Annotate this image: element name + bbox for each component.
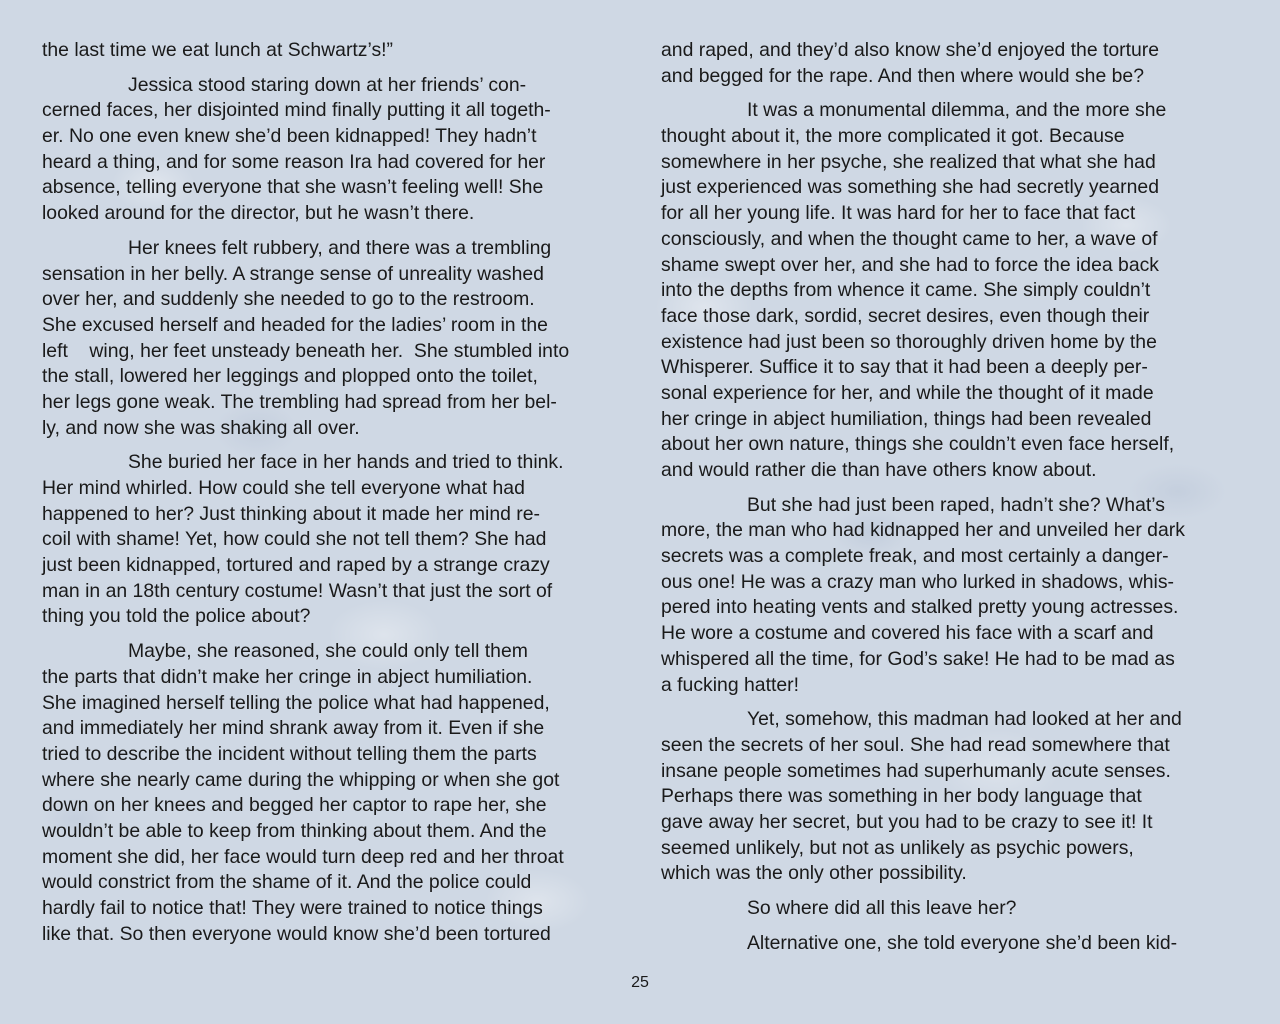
text-line: seemed unlikely, but not as unlikely as psychic powers, <box>661 836 1134 859</box>
text-line: tried to describe the incident without telling them the parts <box>42 742 537 765</box>
text-line: secrets was a complete freak, and most certainly a danger- <box>661 545 1169 568</box>
paragraph <box>661 493 1237 699</box>
text-line: shame swept over her, and she had to force the idea back <box>661 253 1160 276</box>
text-line: into the depths from whence it came. She simply couldn’t <box>661 279 1151 302</box>
paragraph <box>42 38 618 64</box>
paragraph <box>661 896 1237 922</box>
text-line: gave away her secret, but you had to be crazy to see it! It <box>661 810 1153 833</box>
text-line: would constrict from the shame of it. And the police could <box>42 871 532 894</box>
text-line: She excused herself and headed for the ladies’ room in the <box>42 313 548 336</box>
text-line: for all her young life. It was hard for her to face that fact <box>661 202 1136 225</box>
text-line: sonal experience for her, and while the thought of it made <box>661 381 1154 404</box>
text-line: a fucking hatter! <box>661 673 799 696</box>
text-line: and begged for the rape. And then where would she be? <box>661 64 1144 87</box>
page-number: 25 <box>631 974 649 991</box>
text-line: just experienced was something she had secretly yearned <box>661 176 1159 199</box>
text-line: and raped, and they’d also know she’d enjoyed the torture <box>661 39 1160 61</box>
text-line: He wore a costume and covered his face with a scarf and <box>661 622 1154 645</box>
text-line: Whisperer. Suffice it to say that it had been a deeply per- <box>661 356 1148 379</box>
text-line: her legs gone weak. The trembling had spread from her bel- <box>42 390 557 413</box>
text-line: Her mind whirled. How could she tell everyone what had <box>42 477 525 499</box>
text-line: over her, and suddenly she needed to go to the restroom. <box>42 288 535 311</box>
paragraph <box>42 236 618 442</box>
text-line: seen the secrets of her soul. She had read somewhere that <box>661 733 1170 756</box>
text-line: thing you told the police about? <box>42 605 311 628</box>
text-line: the parts that didn’t make her cringe in abject humiliation. <box>42 665 533 688</box>
paragraph <box>661 98 1237 483</box>
right-text-column <box>661 38 1237 956</box>
text-line: face those dark, sordid, secret desires, even though their <box>661 304 1150 327</box>
text-line: somewhere in her psyche, she realized that what she had <box>661 150 1156 173</box>
text-line: man in an 18th century costume! Wasn’t that just the sort of <box>42 579 553 602</box>
text-line: left wing, her feet unsteady beneath her. She stumbled into <box>42 339 570 362</box>
text-line: which was the only other possibility. <box>661 862 967 885</box>
paragraph <box>42 73 618 227</box>
text-line: and immediately her mind shrank away from it. Even if she <box>42 717 545 740</box>
text-line: more, the man who had kidnapped her and unveiled her dark <box>661 519 1185 542</box>
text-line: cerned faces, her disjointed mind finally putting it all togeth- <box>42 99 551 122</box>
text-line: and would rather die than have others know about. <box>661 459 1097 481</box>
paragraph <box>661 707 1237 887</box>
paragraph <box>661 38 1237 89</box>
text-line: happened to her? Just thinking about it made her mind re- <box>42 502 541 525</box>
text-line: Perhaps there was something in her body language that <box>661 785 1142 808</box>
text-line: just been kidnapped, tortured and raped by a strange crazy <box>42 554 550 577</box>
paragraph <box>42 450 618 630</box>
text-line: heard a thing, and for some reason Ira had covered for her <box>42 150 546 173</box>
text-line: Jessica stood staring down at her friends’ con- <box>128 73 527 96</box>
paragraph <box>661 931 1237 957</box>
text-line: moment she did, her face would turn deep red and her throat <box>42 845 564 868</box>
text-line: where she nearly came during the whipping or when she got <box>42 768 560 791</box>
text-line: the stall, lowered her leggings and plopped onto the toilet, <box>42 365 538 388</box>
text-line: the last time we eat lunch at Schwartz’s!” <box>42 39 393 61</box>
text-line: down on her knees and begged her captor to rape her, she <box>42 794 547 817</box>
text-line: er. No one even knew she’d been kidnapped! They hadn’t <box>42 125 537 148</box>
text-line: hardly fail to notice that! They were trained to notice things <box>42 897 543 919</box>
text-line: ous one! He was a crazy man who lurked in shadows, whis- <box>661 570 1175 593</box>
text-line: existence had just been so thoroughly driven home by the <box>661 330 1157 353</box>
text-line: about her own nature, things she couldn’t even face herself, <box>661 433 1175 456</box>
text-line: Her knees felt rubbery, and there was a trembling <box>128 236 552 259</box>
text-line: her cringe in abject humiliation, things had been revealed <box>661 407 1152 430</box>
text-line: ly, and now she was shaking all over. <box>42 416 360 439</box>
text-line: But she had just been raped, hadn’t she? What’s <box>747 493 1165 516</box>
text-line: She buried her face in her hands and tried to think. <box>128 451 564 474</box>
paragraph <box>42 639 618 947</box>
text-line: looked around for the director, but he wasn’t there. <box>42 202 475 225</box>
text-line: wouldn’t be able to keep from thinking about them. And the <box>42 819 547 842</box>
text-line: consciously, and when the thought came to her, a wave of <box>661 227 1158 250</box>
text-line: sensation in her belly. A strange sense of unreality washed <box>42 262 544 285</box>
text-line: whispered all the time, for God’s sake! He had to be mad as <box>661 647 1175 670</box>
left-text-column <box>42 38 618 947</box>
text-line: like that. So then everyone would know she’d been tortured <box>42 922 551 945</box>
text-line: Alternative one, she told everyone she’d been kid- <box>747 931 1178 954</box>
text-line: Maybe, she reasoned, she could only tell them <box>128 640 528 663</box>
text-line: It was a monumental dilemma, and the more she <box>747 99 1167 122</box>
text-line: Yet, somehow, this madman had looked at her and <box>747 708 1182 731</box>
text-line: coil with shame! Yet, how could she not tell them? She had <box>42 528 547 551</box>
text-line: She imagined herself telling the police what had happened, <box>42 691 550 714</box>
text-line: absence, telling everyone that she wasn’t feeling well! She <box>42 176 544 199</box>
text-line: pered into heating vents and stalked pretty young actresses. <box>661 596 1179 619</box>
text-line: So where did all this leave her? <box>747 897 1017 919</box>
text-line: insane people sometimes had superhumanly acute senses. <box>661 759 1171 782</box>
text-line: thought about it, the more complicated it got. Because <box>661 125 1125 148</box>
